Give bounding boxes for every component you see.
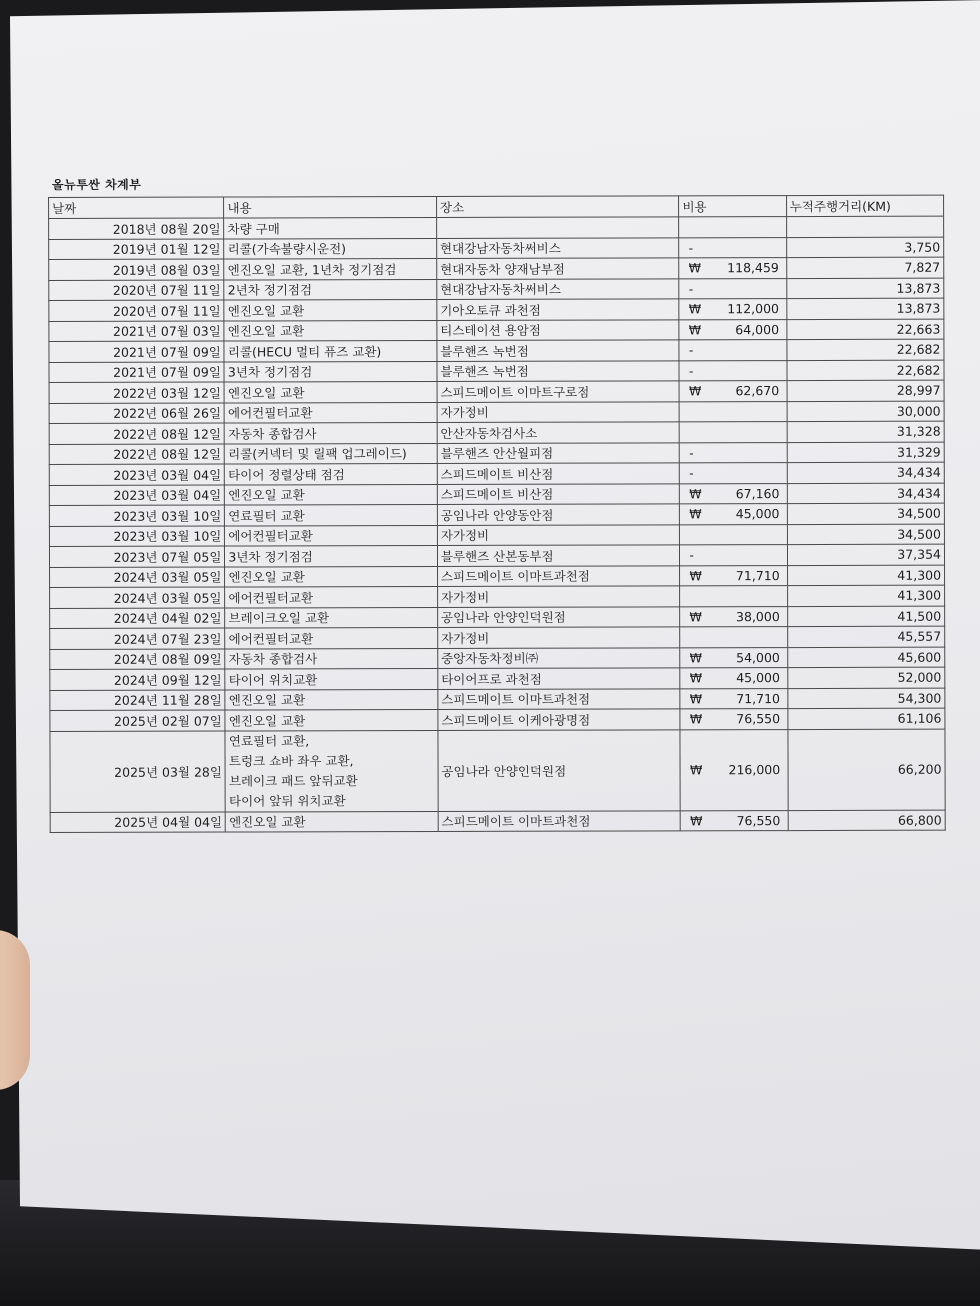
table-row	[49, 544, 944, 567]
won-symbol: ₩	[689, 568, 702, 584]
cell-distance: 61,106	[788, 708, 945, 729]
cell-cost	[680, 483, 787, 504]
cell-date: 2024년 03월 05일	[50, 587, 225, 608]
cell-distance: 66,800	[788, 810, 945, 831]
cell-content: 리콜(HECU 멀티 퓨즈 교환)	[224, 340, 437, 361]
cell-place: 스피드메이트 이마트과천점	[438, 810, 681, 831]
table-row	[49, 360, 944, 383]
won-symbol: ₩	[689, 650, 703, 666]
header-row	[49, 195, 944, 218]
table-row	[50, 667, 945, 690]
cell-distance	[786, 216, 943, 237]
cell-distance: 45,557	[787, 626, 944, 647]
cell-date: 2024년 08월 09일	[50, 649, 225, 670]
cell-place: 블루핸즈 녹번점	[437, 360, 680, 381]
won-symbol: ₩	[689, 506, 702, 522]
won-symbol: ₩	[688, 260, 702, 276]
cell-distance: 13,873	[786, 298, 943, 319]
cell-distance: 28,997	[787, 380, 944, 401]
table-row	[49, 237, 944, 260]
cell-content: 리콜(가속불량시운전)	[224, 238, 437, 259]
cell-date: 2023년 03월 10일	[49, 505, 224, 526]
cell-date: 2022년 08월 12일	[49, 444, 224, 465]
maintenance-ledger-table	[48, 195, 946, 833]
cell-place: 블루핸즈 안산월피점	[437, 442, 680, 463]
cell-distance: 41,300	[787, 565, 944, 586]
cell-cost	[680, 545, 787, 566]
cell-place: 현대자동차 양재남부점	[437, 258, 680, 279]
cell-content: 3년차 정기점검	[225, 545, 438, 566]
cell-date: 2023년 03월 04일	[49, 464, 224, 485]
cell-content: 연료필터 교환	[225, 504, 438, 525]
won-symbol: ₩	[688, 301, 702, 317]
cell-place: 스피드메이트 이마트구로점	[437, 381, 680, 402]
cell-date: 2024년 03월 05일	[50, 567, 225, 588]
cell-distance: 37,354	[787, 544, 944, 565]
cell-distance: 31,329	[787, 442, 944, 463]
cell-date: 2024년 11월 28일	[50, 690, 225, 711]
cell-place: 공임나라 안양인덕원점	[437, 606, 680, 627]
cell-date: 2020년 07월 11일	[49, 280, 224, 301]
cost-dash: -	[688, 240, 694, 256]
cell-place: 자가정비	[437, 401, 680, 422]
won-symbol: ₩	[689, 609, 702, 625]
table-row	[49, 503, 944, 526]
cell-cost	[679, 258, 786, 279]
header-content: 내용	[224, 196, 437, 218]
cell-date: 2018년 08월 20일	[49, 218, 224, 239]
cell-place: 스피드메이트 이마트과천점	[438, 688, 681, 709]
cell-place: 자가정비	[438, 627, 681, 648]
won-symbol: ₩	[689, 486, 702, 502]
cost-amount: 76,550	[736, 812, 781, 828]
cell-cost	[680, 606, 787, 627]
cost-amount: 67,160	[735, 485, 780, 501]
cost-amount: 118,459	[727, 260, 779, 276]
content-line: 연료필터 교환,	[228, 732, 310, 749]
cell-cost	[679, 381, 786, 402]
cell-cost	[679, 319, 786, 340]
cell-cost	[680, 422, 787, 443]
cell-content: 타이어 위치교환	[225, 668, 438, 689]
cell-place: 블루핸즈 산본동부점	[437, 545, 680, 566]
cell-content: 타이어 정렬상태 점검	[225, 463, 438, 484]
table-row	[50, 565, 945, 588]
cell-content-multi	[225, 730, 438, 812]
cell-place: 공임나라 안양동안점	[437, 504, 680, 525]
won-symbol: ₩	[690, 813, 703, 829]
cell-content: 차량 구매	[224, 217, 437, 238]
table-row	[49, 339, 944, 362]
cell-date: 2025년 03월 28일	[50, 731, 226, 812]
cell-cost	[679, 299, 786, 320]
table-row	[50, 688, 945, 711]
cell-date: 2019년 01월 12일	[49, 239, 224, 260]
cost-dash: -	[688, 363, 694, 379]
cost-dash: -	[688, 342, 694, 358]
cell-cost	[680, 668, 787, 689]
cell-distance: 7,827	[786, 257, 943, 278]
table-row	[49, 483, 944, 506]
cell-cost	[679, 401, 786, 422]
table-row	[49, 216, 944, 239]
cell-cost	[680, 627, 787, 648]
cell-cost	[680, 524, 787, 545]
cell-distance: 41,500	[787, 606, 944, 627]
cell-cost	[680, 565, 787, 586]
cost-amount: 71,710	[735, 567, 780, 583]
cell-distance: 13,873	[786, 278, 943, 299]
thumb	[0, 930, 30, 1090]
cell-distance: 22,682	[787, 339, 944, 360]
table-row	[50, 647, 945, 670]
document-title: 올뉴투싼 차계부	[52, 177, 142, 192]
cell-place: 안산자동차검사소	[437, 422, 680, 443]
cell-cost	[680, 463, 787, 484]
table-row	[49, 278, 944, 301]
cell-place: 스피드메이트 비산점	[437, 463, 680, 484]
cell-content: 2년차 정기점검	[224, 279, 437, 300]
cell-date: 2024년 04월 02일	[50, 608, 225, 629]
cell-content: 에어컨필터교환	[225, 586, 438, 607]
table-row	[49, 380, 944, 403]
ledger-document	[48, 174, 946, 833]
cell-content: 엔진오일 교환	[225, 484, 438, 505]
cell-date: 2022년 08월 12일	[49, 423, 224, 444]
cell-distance: 54,300	[787, 688, 944, 709]
cell-date: 2022년 06월 26일	[49, 403, 224, 424]
cell-place: 현대강남자동차써비스	[437, 278, 680, 299]
cell-date: 2023년 03월 10일	[49, 526, 224, 547]
cell-date: 2025년 04월 04일	[50, 812, 225, 833]
content-line: 트렁크 쇼바 좌우 교환,	[228, 752, 354, 769]
cell-date: 2021년 07월 03일	[49, 321, 224, 342]
cell-content: 엔진오일 교환	[225, 709, 438, 730]
cell-distance: 34,500	[787, 503, 944, 524]
cell-place: 자가정비	[437, 524, 680, 545]
cell-cost	[681, 810, 788, 831]
cell-content: 리콜(커넥터 및 릴팩 업그레이드)	[225, 443, 438, 464]
table-row	[49, 442, 944, 465]
cost-amount: 45,000	[735, 506, 780, 522]
cost-amount: 54,000	[736, 649, 780, 665]
cost-amount: 45,000	[736, 670, 780, 686]
content-line: 타이어 앞뒤 위치교환	[229, 792, 346, 809]
cell-cost	[680, 709, 787, 730]
cell-date: 2021년 07월 09일	[49, 362, 224, 383]
won-symbol: ₩	[689, 670, 703, 686]
header-distance: 누적주행거리(KM)	[786, 195, 943, 216]
table-row	[50, 708, 945, 731]
cell-place: 스피드메이트 비산점	[437, 483, 680, 504]
header-date: 날짜	[49, 197, 224, 218]
cell-date: 2024년 07월 23일	[50, 628, 225, 649]
cell-cost	[680, 504, 787, 525]
cost-dash: -	[689, 445, 694, 461]
cell-place: 타이어프로 과천점	[438, 668, 681, 689]
header-place: 장소	[436, 196, 679, 218]
cell-place: 공임나라 안양인덕원점	[438, 729, 681, 811]
cell-content: 에어컨필터교환	[224, 402, 437, 423]
table-row	[49, 257, 944, 280]
cell-cost	[679, 360, 786, 381]
cell-distance: 34,500	[787, 524, 944, 545]
cell-content: 엔진오일 교환	[225, 689, 438, 710]
cell-date: 2023년 07월 05일	[49, 546, 224, 567]
cell-place: 블루핸즈 녹번점	[437, 340, 680, 361]
cell-distance: 52,000	[787, 667, 944, 688]
cost-amount: 76,550	[736, 711, 781, 727]
cell-date: 2020년 07월 11일	[49, 300, 224, 321]
table-row	[50, 606, 945, 629]
cell-place: 티스테이션 용암점	[437, 319, 680, 340]
cell-distance: 31,328	[787, 421, 944, 442]
content-line: 브레이크 패드 앞뒤교환	[228, 772, 358, 789]
cell-cost	[679, 278, 786, 299]
cell-content: 3년차 정기점검	[224, 361, 437, 382]
cell-distance: 3,750	[786, 237, 943, 258]
cell-place: 스피드메이트 이케아광명점	[438, 709, 681, 730]
cell-place: 자가정비	[437, 586, 680, 607]
cell-content: 에어컨필터교환	[225, 525, 438, 546]
table-row	[49, 462, 944, 485]
cell-content: 엔진오일 교환	[224, 381, 437, 402]
cost-dash: -	[689, 547, 694, 563]
cell-cost	[679, 237, 786, 258]
table-row	[49, 401, 944, 424]
cell-content: 엔진오일 교환	[226, 811, 439, 832]
cost-amount: 216,000	[728, 762, 781, 778]
cell-distance: 22,682	[787, 360, 944, 381]
table-row	[50, 810, 945, 833]
won-symbol: ₩	[689, 711, 703, 727]
cost-amount: 64,000	[735, 321, 780, 337]
cell-cost	[680, 647, 787, 668]
cell-content: 엔진오일 교환	[224, 299, 437, 320]
table-row	[50, 626, 945, 649]
cell-distance: 34,434	[787, 462, 944, 483]
table-row	[50, 585, 945, 608]
won-symbol: ₩	[689, 762, 703, 778]
cell-distance: 45,600	[787, 647, 944, 668]
cost-amount: 71,710	[736, 690, 781, 706]
cell-place: 현대강남자동차써비스	[437, 237, 680, 258]
ledger-body	[49, 216, 946, 832]
cell-place: 기아오토큐 과천점	[437, 299, 680, 320]
cell-distance: 30,000	[787, 401, 944, 422]
cost-dash: -	[689, 465, 694, 481]
cell-place: 중앙자동차정비㈜	[438, 647, 681, 668]
cell-date: 2023년 03월 04일	[49, 485, 224, 506]
cell-cost	[680, 586, 787, 607]
cell-date: 2019년 08월 03일	[49, 259, 224, 280]
cell-date: 2021년 07월 09일	[49, 341, 224, 362]
table-row	[49, 421, 944, 444]
cell-content: 에어컨필터교환	[225, 627, 438, 648]
cell-distance: 41,300	[787, 585, 944, 606]
won-symbol: ₩	[689, 691, 703, 707]
cost-dash: -	[688, 281, 694, 297]
cell-content: 자동차 종합검사	[225, 648, 438, 669]
cell-content: 엔진오일 교환, 1년차 정기점검	[224, 258, 437, 279]
cell-cost	[679, 217, 786, 238]
cell-cost	[680, 729, 787, 810]
won-symbol: ₩	[688, 383, 702, 399]
table-row-multi	[50, 729, 945, 812]
cell-cost	[679, 340, 786, 361]
table-row	[49, 298, 944, 321]
cell-cost	[680, 442, 787, 463]
table-row	[49, 319, 944, 342]
cost-amount: 62,670	[735, 383, 780, 399]
cost-amount: 112,000	[727, 301, 779, 317]
cell-content: 자동차 종합검사	[225, 422, 438, 443]
cell-content: 브레이크오일 교환	[225, 607, 438, 628]
cell-date: 2022년 03월 12일	[49, 382, 224, 403]
won-symbol: ₩	[688, 322, 702, 338]
cell-cost	[680, 688, 787, 709]
cell-date: 2025년 02월 07일	[50, 710, 225, 731]
header-cost: 비용	[679, 196, 786, 217]
cost-amount: 38,000	[736, 608, 780, 624]
cell-content: 엔진오일 교환	[225, 566, 438, 587]
cell-place	[436, 217, 679, 238]
cell-distance: 34,434	[787, 483, 944, 504]
cell-content: 엔진오일 교환	[224, 320, 437, 341]
cell-distance: 22,663	[787, 319, 944, 340]
table-row	[49, 524, 944, 547]
cell-date: 2024년 09월 12일	[50, 669, 225, 690]
cell-distance: 66,200	[788, 729, 946, 810]
cell-place: 스피드메이트 이마트과천점	[437, 565, 680, 586]
